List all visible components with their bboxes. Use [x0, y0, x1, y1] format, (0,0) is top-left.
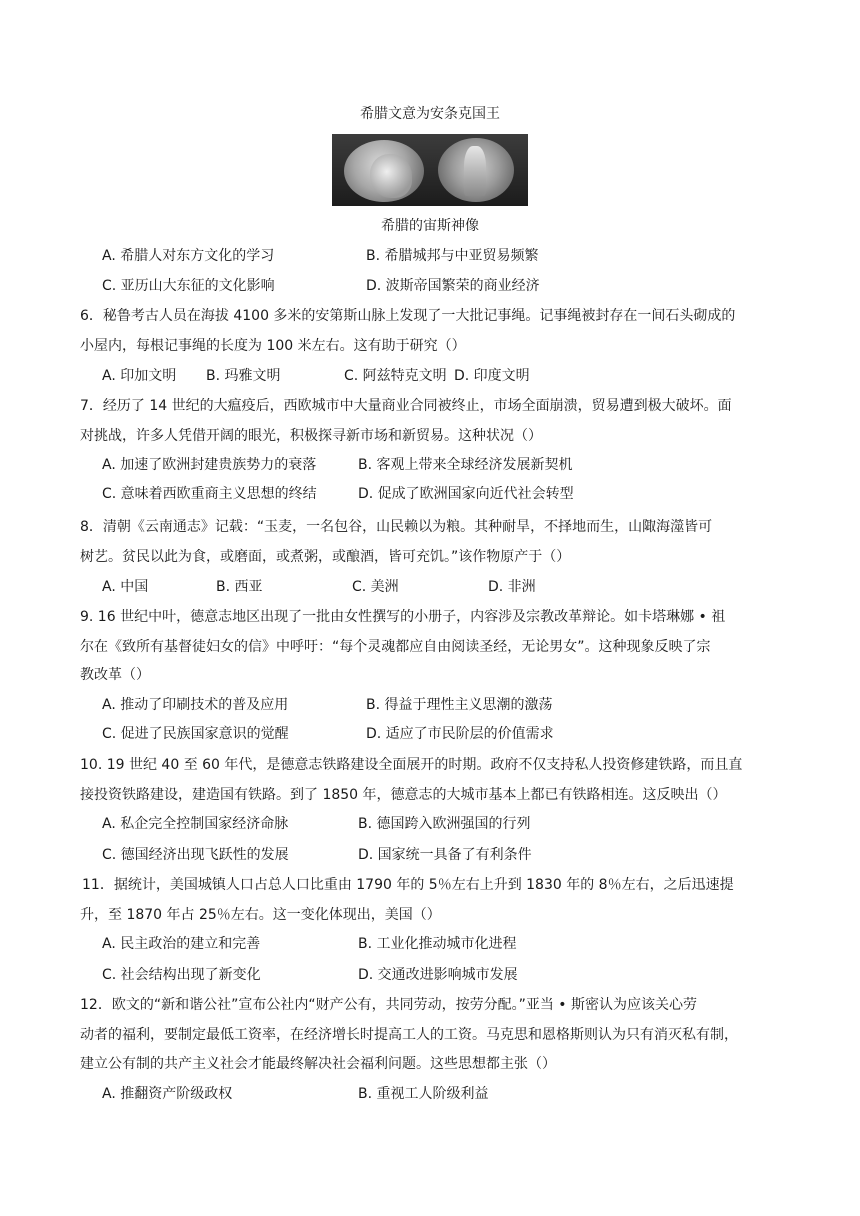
q5-option-d: D. 波斯帝国繁荣的商业经济	[366, 278, 540, 294]
q9-option-b: B. 得益于理性主义思潮的激荡	[366, 697, 553, 713]
q6-option-a: A. 印加文明	[102, 368, 177, 384]
q12-stem-line1: 12．欧文的“新和谐公社”宣布公社内“财产公有，共同劳动，按劳分配。”亚当 • 斯密认为应该关心劳	[80, 997, 697, 1013]
q9-option-a: A. 推动了印刷技术的普及应用	[102, 697, 289, 713]
q10-option-b: B. 德国跨入欧洲强国的行列	[358, 816, 531, 832]
q5-option-b: B. 希腊城邦与中亚贸易频繁	[366, 248, 539, 264]
q9-stem-line2: 尔在《致所有基督徒妇女的信》中呼吁：“每个灵魂都应自由阅读圣经，无论男女”。这种现象反映了宗	[80, 639, 711, 655]
q10-option-a: A. 私企完全控制国家经济命脉	[102, 816, 289, 832]
q8-option-d: D. 非洲	[488, 579, 536, 595]
q12-option-a: A. 推翻资产阶级政权	[102, 1086, 233, 1102]
q5-option-a: A. 希腊人对东方文化的学习	[102, 248, 275, 264]
q8-option-c: C. 美洲	[352, 579, 399, 595]
q5-option-c: C. 亚历山大东征的文化影响	[102, 278, 275, 294]
q11-stem-line1: 11．据统计，美国城镇人口占总人口比重由 1790 年的 5％左右上升到 1830 年的 8％左右，之后迅速提	[82, 877, 734, 893]
q6-option-b: B. 玛雅文明	[206, 368, 281, 384]
coin-caption-bottom: 希腊的宙斯神像	[381, 218, 479, 234]
q12-option-b: B. 重视工人阶级利益	[358, 1086, 489, 1102]
king-portrait	[370, 154, 412, 198]
q6-stem-line2: 小屋内，每根记事绳的长度为 100 米左右。这有助于研究（）	[80, 338, 466, 354]
q7-option-a: A. 加速了欧洲封建贵族势力的衰落	[102, 457, 317, 473]
q7-option-b: B. 客观上带来全球经济发展新契机	[358, 457, 573, 473]
q9-stem-line3: 教改革（）	[80, 667, 150, 683]
q11-option-a: A. 民主政治的建立和完善	[102, 936, 261, 952]
q11-option-c: C. 社会结构出现了新变化	[102, 967, 261, 983]
q10-option-c: C. 德国经济出现飞跃性的发展	[102, 847, 289, 863]
q8-option-b: B. 西亚	[216, 579, 263, 595]
coin-obverse	[344, 140, 424, 202]
q7-stem-line1: 7．经历了 14 世纪的大瘟疫后，西欧城市中大量商业合同被终止，市场全面崩溃，贸易遭到极大破坏。面	[80, 398, 732, 414]
q12-stem-line3: 建立公有制的共产主义社会才能最终解决社会福利问题。这些思想都主张（）	[80, 1056, 556, 1072]
q9-option-c: C. 促进了民族国家意识的觉醒	[102, 726, 289, 742]
q10-stem-line1: 10. 19 世纪 40 至 60 年代，是德意志铁路建设全面展开的时期。政府不仅支持私人投资修建铁路，而且直	[80, 757, 743, 773]
q8-stem-line2: 树艺。贫民以此为食，或磨面，或煮粥，或酿酒，皆可充饥。”该作物原产于（）	[80, 549, 571, 565]
q7-option-c: C. 意味着西欧重商主义思想的终结	[102, 486, 317, 502]
q11-option-b: B. 工业化推动城市化进程	[358, 936, 517, 952]
q6-option-c: C. 阿兹特克文明	[344, 368, 447, 384]
q12-stem-line2: 动者的福利，要制定最低工资率，在经济增长时提高工人的工资。马克思和恩格斯则认为只有消灭私有制，	[80, 1027, 738, 1043]
q8-option-a: A. 中国	[102, 579, 149, 595]
q9-stem-line1: 9. 16 世纪中叶，德意志地区出现了一批由女性撰写的小册子，内容涉及宗教改革辩论。如卡塔琳娜 • 祖	[80, 609, 726, 625]
q9-option-d: D. 适应了市民阶层的价值需求	[366, 726, 554, 742]
coin-caption-top: 希腊文意为安条克国王	[360, 106, 500, 122]
q10-stem-line2: 接投资铁路建设，建造国有铁路。到了 1850 年，德意志的大城市基本上都已有铁路相连。这反映出（）	[80, 787, 727, 803]
coin-photo	[332, 134, 528, 206]
q7-option-d: D. 促成了欧洲国家向近代社会转型	[358, 486, 574, 502]
q11-stem-line2: 升，至 1870 年占 25％左右。这一变化体现出，美国（）	[80, 907, 441, 923]
q10-option-d: D. 国家统一具备了有利条件	[358, 847, 532, 863]
q6-stem-line1: 6．秘鲁考古人员在海拔 4100 多米的安第斯山脉上发现了一大批记事绳。记事绳被封存在一间石头砌成的	[80, 308, 736, 324]
zeus-figure	[464, 146, 486, 196]
q11-option-d: D. 交通改进影响城市发展	[358, 967, 518, 983]
q6-option-d: D. 印度文明	[454, 368, 530, 384]
q7-stem-line2: 对挑战，许多人凭借开阔的眼光，积极探寻新市场和新贸易。这种状况（）	[80, 428, 542, 444]
q8-stem-line1: 8．清朝《云南通志》记载：“玉麦，一名包谷，山民赖以为粮。其种耐旱，不择地而生，山陬海澨皆可	[80, 519, 713, 535]
